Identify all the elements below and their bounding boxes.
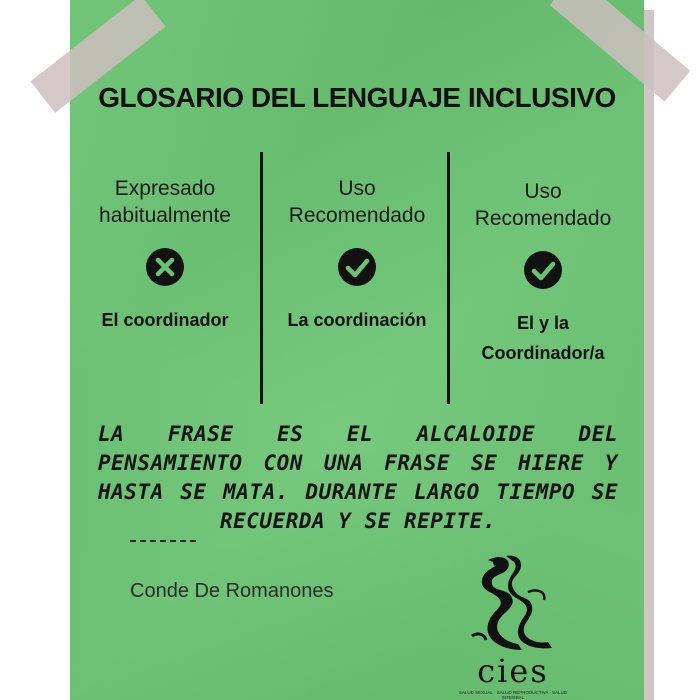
column-heading <box>262 175 452 231</box>
term-text <box>70 305 260 335</box>
term-text <box>262 305 452 335</box>
cies-logo <box>458 552 568 700</box>
check-circle-icon <box>523 250 563 290</box>
page-title: GLOSARIO DEL LENGUAJE INCLUSIVO <box>98 82 616 113</box>
quote-separator <box>130 540 196 544</box>
column-heading-line: Uso <box>338 177 376 200</box>
column-heading <box>448 178 638 234</box>
x-circle-icon <box>145 247 185 287</box>
term-line: Coordinador/a <box>481 343 605 363</box>
logo-tagline: SALUD SEXUAL · SALUD REPRODUCTIVA · SALUD INTEGRAL <box>458 690 568 700</box>
check-circle-icon <box>337 247 377 287</box>
logo-mark-icon <box>468 552 558 652</box>
poster <box>70 0 644 700</box>
column-heading-line: habitualmente <box>99 204 231 227</box>
column-habitual <box>70 175 260 335</box>
term-line: El coordinador <box>101 310 229 330</box>
quote-text: LA FRASE ES EL ALCALOIDE DEL PENSAMIENTO CON UNA FRASE SE HIERE Y HASTA SE MATA. DURANTE LARGO TIEMPO SE RECUERDA Y SE REPITE. <box>98 422 618 533</box>
term-line: El y la <box>516 313 570 333</box>
quote-author: Conde De Romanones <box>130 580 334 602</box>
column-recommended-2 <box>448 175 638 368</box>
column-heading-line: Recomendado <box>474 207 612 230</box>
column-heading-line: Expresado <box>114 177 216 200</box>
column-heading <box>70 175 260 231</box>
column-heading-line: Recomendado <box>288 204 426 227</box>
logo-name: cies <box>477 652 549 690</box>
term-line: La coordinación <box>287 310 427 330</box>
column-heading-line: Uso <box>524 180 562 203</box>
column-recommended-1 <box>262 175 452 335</box>
term-text <box>448 308 638 368</box>
